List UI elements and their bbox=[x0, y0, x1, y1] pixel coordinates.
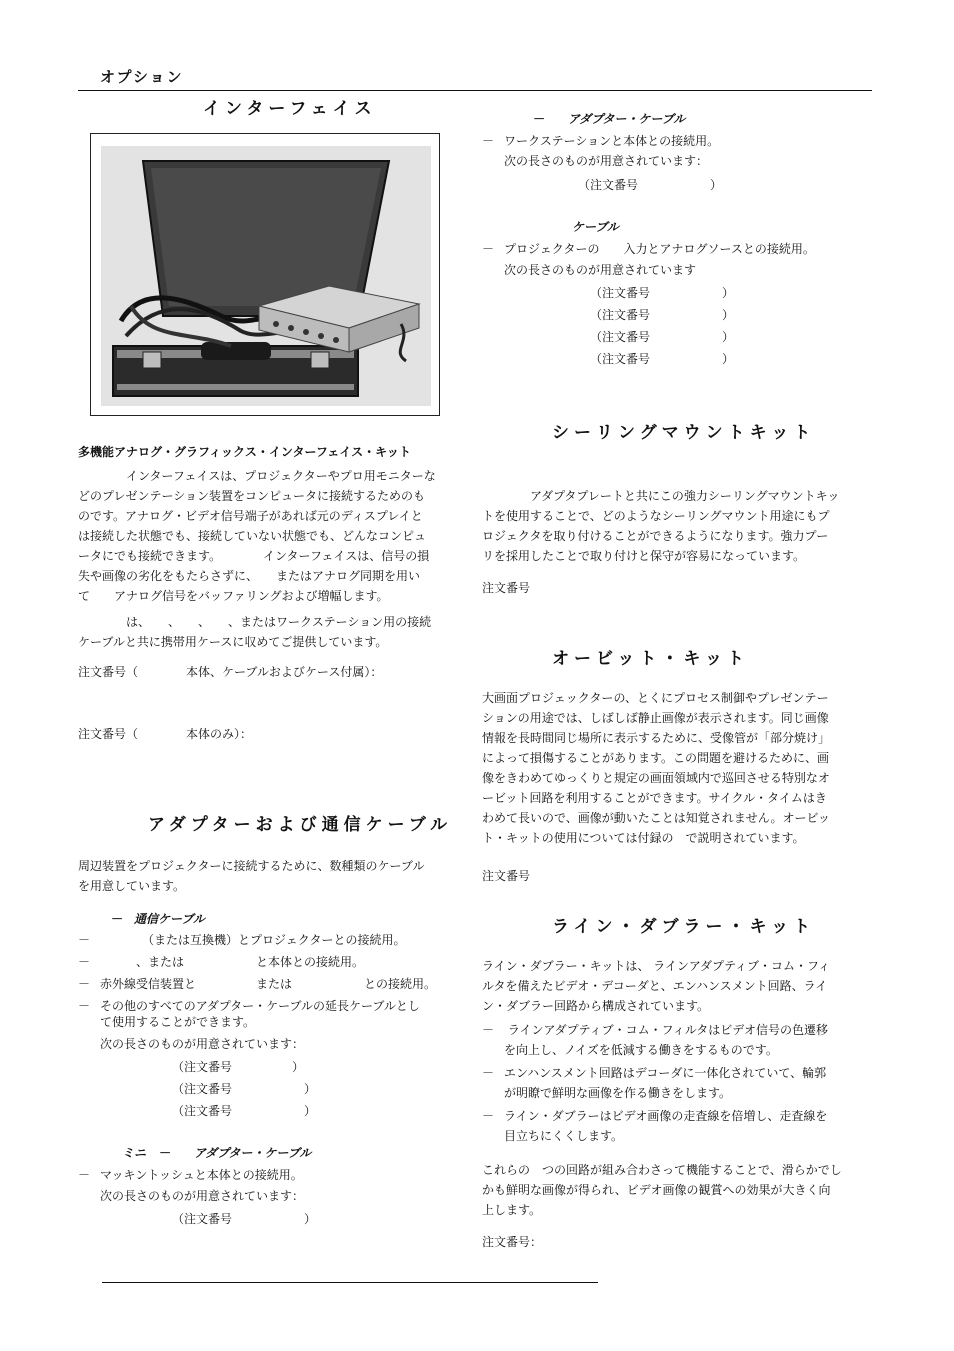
cable-order-2: （注文番号 ） bbox=[590, 308, 735, 322]
mini-cable-item: － マッキントッシュと本体との接続用。 bbox=[78, 1168, 303, 1182]
text-line: 周辺装置をプロジェクターに接続するために、数種類のケーブル bbox=[78, 859, 425, 873]
interface-section-title: インターフェイス bbox=[203, 99, 377, 119]
adapter-lengths-intro: 次の長さのものが用意されています： bbox=[504, 154, 709, 168]
text-line: ータにでも接続できます。 インターフェイスは、信号の損 bbox=[78, 549, 430, 563]
text-line: ト・キットの使用については付録の で説明されています。 bbox=[482, 831, 805, 845]
comm-order-1: （注文番号 ） bbox=[172, 1060, 305, 1074]
header-rule bbox=[78, 90, 872, 91]
cable-order-1: （注文番号 ） bbox=[590, 286, 735, 300]
list-item: － エンハンスメント回路はデコーダに一体化されていて、輪郭 が明瞭で鮮明な画像を作る働きをします。 bbox=[482, 1066, 827, 1100]
list-item: － その他のすべてのアダプター・ケーブルの延長ケーブルとし bbox=[78, 999, 420, 1013]
adapter-section-title: アダプターおよび通信ケーブル bbox=[148, 815, 453, 835]
orbit-kit-description bbox=[482, 688, 866, 848]
text-line: ルタを備えたビデオ・デコーダと、エンハンスメント回路、ライ bbox=[482, 979, 828, 993]
text-line: ン・ダブラー回路から構成されています。 bbox=[482, 999, 710, 1013]
adapter-cable-item: － ワークステーションと本体との接続用。 bbox=[482, 134, 720, 148]
list-item: － （または互換機）とプロジェクターとの接続用。 bbox=[78, 933, 406, 947]
text-line: 上します。 bbox=[482, 1203, 542, 1217]
text-line: は、 、 、 、またはワークステーション用の接続 bbox=[78, 615, 432, 629]
list-item: － ライン・ダブラーはビデオ画像の走査線を倍増し、走査線を 目立ちにくくします。 bbox=[482, 1109, 828, 1143]
comm-order-3: （注文番号 ） bbox=[172, 1104, 317, 1118]
adapter-intro bbox=[78, 856, 460, 896]
text-line: ービット回路を利用することができます。サイクル・タイムはき bbox=[482, 791, 827, 805]
text-line: リを採用したことで取り付けと保守が容易になっています。 bbox=[482, 549, 806, 563]
orbit-kit-title: オービット・キット bbox=[552, 649, 749, 669]
order-number-full-kit: 注文番号（ 本体、ケーブルおよびケース付属）： bbox=[78, 665, 383, 679]
kit-heading: 多機能アナログ・グラフィックス・インターフェイス・キット bbox=[78, 445, 411, 459]
orbit-kit-order: 注文番号 bbox=[482, 869, 531, 883]
text-line: ロジェクタを取り付けることができるようになります。強力プー bbox=[482, 529, 829, 543]
kit-description bbox=[78, 466, 460, 652]
line-doubler-order: 注文番号： bbox=[482, 1235, 543, 1249]
cable-lengths-intro: 次の長さのものが用意されています bbox=[504, 263, 697, 277]
text-line: 失や画像の劣化をもたらさずに、 またはアナログ同期を用い bbox=[78, 569, 421, 583]
list-item: － 、または と本体との接続用。 bbox=[78, 955, 365, 969]
cable-item: － プロジェクターの 入力とアナログソースとの接続用。 bbox=[482, 242, 815, 256]
list-item-continuation: て使用することができます。 bbox=[100, 1015, 256, 1029]
ceiling-mount-order: 注文番号 bbox=[482, 581, 531, 595]
text-line: のです。アナログ・ビデオ信号端子があれば元のディスプレイと bbox=[78, 509, 423, 523]
text-line: これらの つの回路が組み合わさって機能することで、滑らかでし bbox=[482, 1163, 842, 1177]
text-line: 像をきわめてゆっくりと規定の画面領域内で巡回させる特別なオ bbox=[482, 771, 830, 785]
line-doubler-list bbox=[482, 1020, 866, 1146]
text-line: わめて長いので、画像が動いたことは知覚されません。オービッ bbox=[482, 811, 831, 825]
text-line: かも鮮明な画像が得られ、ビデオ画像の観賞への効果が大きく向 bbox=[482, 1183, 831, 1197]
text-line: によって損傷することがあります。この問題を避けるために、画 bbox=[482, 751, 830, 765]
mini-cable-subtitle: ミニ － アダプター・ケーブル bbox=[122, 1146, 312, 1160]
text-line: て アナログ信号をバッファリングおよび増幅します。 bbox=[78, 589, 389, 603]
text-line: ライン・ダブラー・キットは、 ラインアダプティブ・コム・フィ bbox=[482, 959, 831, 973]
list-item: － 赤外線受信装置と または との接続用。 bbox=[78, 977, 437, 991]
comm-lengths-intro: 次の長さのものが用意されています： bbox=[100, 1037, 305, 1051]
text-line: 情報を長時間同じ場所に表示するために、受像管が「部分焼け」 bbox=[482, 731, 831, 745]
line-doubler-intro bbox=[482, 956, 866, 1016]
comm-order-2: （注文番号 ） bbox=[172, 1082, 317, 1096]
text-line: アダプタプレートと共にこの強力シーリングマウントキッ bbox=[482, 489, 840, 503]
line-doubler-outro bbox=[482, 1160, 866, 1220]
text-line: どのプレゼンテーション装置をコンピュータに接続するためのも bbox=[78, 489, 426, 503]
comm-cable-subtitle: － 通信ケーブル bbox=[98, 912, 205, 926]
text-line: を用意しています。 bbox=[78, 879, 186, 893]
adapter-order: （注文番号 ） bbox=[578, 178, 723, 192]
adapter-cable-subtitle: － アダプター・ケーブル bbox=[520, 112, 686, 126]
order-number-body-only: 注文番号（ 本体のみ）： bbox=[78, 727, 253, 741]
footer-rule bbox=[102, 1282, 598, 1283]
interface-kit-case-image bbox=[101, 146, 431, 406]
ceiling-mount-title: シーリングマウントキット bbox=[552, 423, 816, 443]
cable-order-4: （注文番号 ） bbox=[590, 352, 735, 366]
text-line: 大画面プロジェックターの、とくにプロセス制御やプレゼンテー bbox=[482, 691, 829, 705]
text-line: トを使用することで、どのようなシーリングマウント用途にもプ bbox=[482, 509, 830, 523]
text-line: ケーブルと共に携帯用ケースに収めてご提供しています。 bbox=[78, 635, 388, 649]
mini-order: （注文番号 ） bbox=[172, 1212, 317, 1226]
ceiling-mount-description bbox=[482, 486, 866, 566]
list-item: － ラインアダプティブ・コム・フィルタはビデオ信号の色遷移 を向上し、ノイズを低減する働きをするものです。 bbox=[482, 1023, 828, 1057]
text-line: インターフェイスは、プロジェクターやプロ用モニターな bbox=[78, 469, 436, 483]
cable-subtitle: ケーブル bbox=[572, 220, 619, 234]
mini-lengths-intro: 次の長さのものが用意されています： bbox=[100, 1189, 305, 1203]
cable-order-3: （注文番号 ） bbox=[590, 330, 735, 344]
line-doubler-title: ライン・ダブラー・キット bbox=[552, 917, 816, 937]
page-header-title: オプション bbox=[100, 68, 184, 86]
comm-cable-list bbox=[78, 932, 460, 1030]
text-line: ションの用途では、しばしば静止画像が表示されます。同じ画像 bbox=[482, 711, 829, 725]
text-line: は接続した状態でも、接続していない状態でも、どんなコンピュ bbox=[78, 529, 427, 543]
product-photo-frame bbox=[90, 133, 440, 416]
